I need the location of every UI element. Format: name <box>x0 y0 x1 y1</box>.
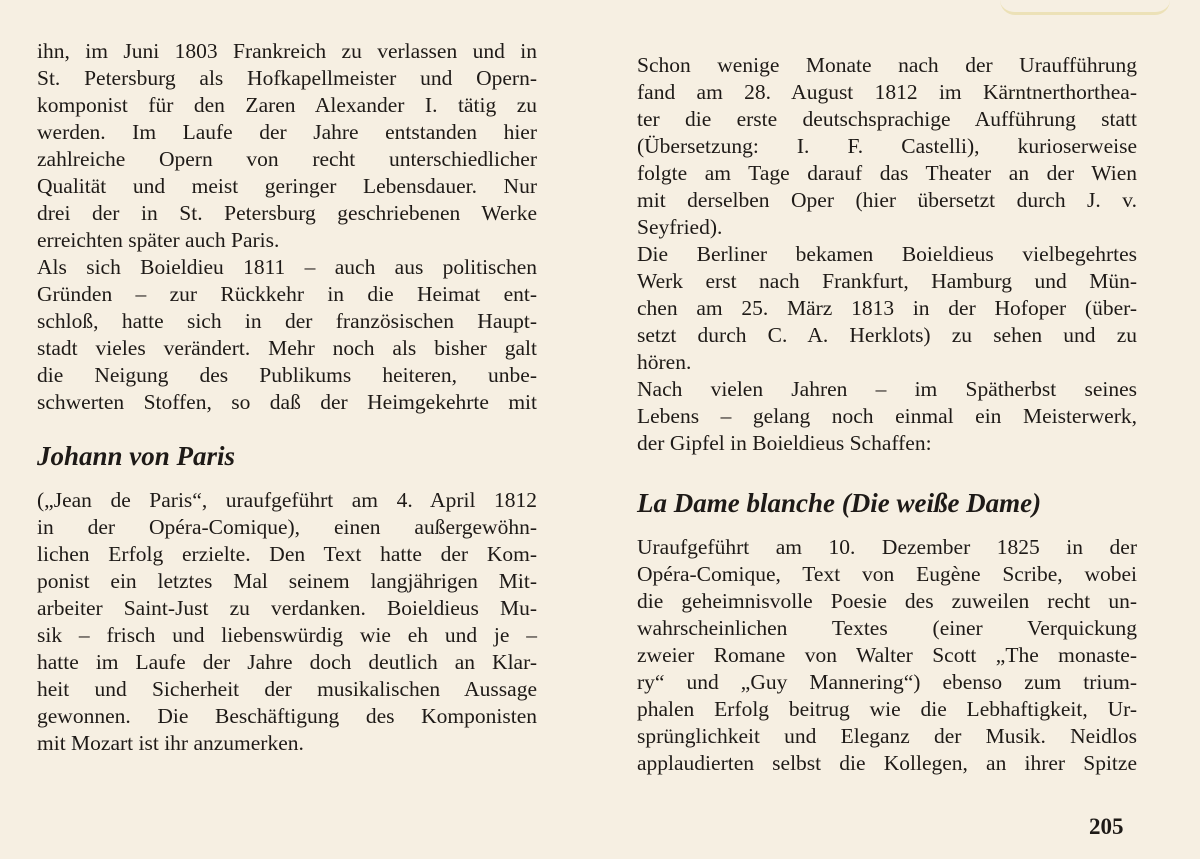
text-line: phalen Erfolg beitrug wie die Lebhaftigkeit, Ur- <box>637 697 1137 721</box>
text-line: Opéra-Comique, Text von Eugène Scribe, wobei <box>637 562 1137 586</box>
text-line: ry“ und „Guy Mannering“) ebenso zum trium- <box>637 670 1137 694</box>
left-paragraph-2 <box>37 254 537 416</box>
text-line: ponist ein letztes Mal seinem langjährigen Mit- <box>37 569 537 593</box>
corner-decoration <box>1000 0 1170 15</box>
text-line: Schon wenige Monate nach der Uraufführung <box>637 53 1137 77</box>
text-line: zahlreiche Opern von recht unterschiedlicher <box>37 147 537 171</box>
right-paragraph-1 <box>637 52 1137 241</box>
text-line: Seyfried). <box>637 215 723 239</box>
text-line: Werk erst nach Frankfurt, Hamburg und Mün- <box>637 269 1137 293</box>
text-line: Gründen – zur Rückkehr in die Heimat ent- <box>37 282 537 306</box>
text-line: hören. <box>637 350 692 374</box>
text-line: drei der in St. Petersburg geschriebenen Werke <box>37 201 537 225</box>
right-paragraph-2 <box>637 241 1137 376</box>
left-column <box>37 38 537 757</box>
text-line: St. Petersburg als Hofkapellmeister und Opern- <box>37 66 537 90</box>
text-line: wahrscheinlichen Textes (einer Verquickung <box>637 616 1137 640</box>
text-line: schloß, hatte sich in der französischen Haupt- <box>37 309 537 333</box>
text-line: werden. Im Laufe der Jahre entstanden hier <box>37 120 537 144</box>
text-line: erreichten später auch Paris. <box>37 228 280 252</box>
text-line: Lebens – gelang noch einmal ein Meisterwerk, <box>637 404 1137 428</box>
text-line: der Gipfel in Boieldieus Schaffen: <box>637 431 932 455</box>
text-line: arbeiter Saint-Just zu verdanken. Boieldieus Mu- <box>37 596 537 620</box>
text-line: stadt vieles verändert. Mehr noch als bisher galt <box>37 336 537 360</box>
text-line: folgte am Tage darauf das Theater an der Wien <box>637 161 1137 185</box>
text-line: mit derselben Oper (hier übersetzt durch J. v. <box>637 188 1137 212</box>
text-line: (Übersetzung: I. F. Castelli), kurioserweise <box>637 134 1137 158</box>
text-line: Uraufgeführt am 10. Dezember 1825 in der <box>637 535 1137 559</box>
text-line: Nach vielen Jahren – im Spätherbst seines <box>637 377 1137 401</box>
page-number: 205 <box>1089 814 1124 839</box>
text-line: zweier Romane von Walter Scott „The monaste- <box>637 643 1137 667</box>
text-line: hatte im Laufe der Jahre doch deutlich an Klar- <box>37 650 537 674</box>
right-paragraph-3 <box>637 376 1137 457</box>
right-column <box>637 52 1137 777</box>
text-line: setzt durch C. A. Herklots) zu sehen und zu <box>637 323 1137 347</box>
text-line: heit und Sicherheit der musikalischen Aussage <box>37 677 537 701</box>
text-line: mit Mozart ist ihr anzumerken. <box>37 731 304 755</box>
text-line: („Jean de Paris“, uraufgeführt am 4. April 1812 <box>37 488 537 512</box>
text-line: in der Opéra-Comique), einen außergewöhn- <box>37 515 537 539</box>
text-line: Qualität und meist geringer Lebensdauer. Nur <box>37 174 537 198</box>
text-line: schwerten Stoffen, so daß der Heimgekehrte mit <box>37 390 537 414</box>
text-line: die geheimnisvolle Poesie des zuweilen recht un- <box>637 589 1137 613</box>
text-line: komponist für den Zaren Alexander I. tätig zu <box>37 93 537 117</box>
text-line: lichen Erfolg erzielte. Den Text hatte der Kom- <box>37 542 537 566</box>
text-line: ter die erste deutschsprachige Aufführung statt <box>637 107 1137 131</box>
text-line: chen am 25. März 1813 in der Hofoper (über- <box>637 296 1137 320</box>
text-line: fand am 28. August 1812 im Kärntnerthorthea- <box>637 80 1137 104</box>
left-paragraph-1 <box>37 38 537 254</box>
text-line: gewonnen. Die Beschäftigung des Komponisten <box>37 704 537 728</box>
text-line: die Neigung des Publikums heiteren, unbe- <box>37 363 537 387</box>
text-line: sik – frisch und liebenswürdig wie eh und je – <box>37 623 537 647</box>
text-line: sprünglichkeit und Eleganz der Musik. Neidlos <box>637 724 1137 748</box>
left-paragraph-3 <box>37 487 537 757</box>
text-line: Die Berliner bekamen Boieldieus vielbegehrtes <box>637 242 1137 266</box>
text-line: ihn, im Juni 1803 Frankreich zu verlassen und in <box>37 39 537 63</box>
text-line: Als sich Boieldieu 1811 – auch aus politischen <box>37 255 537 279</box>
text-line: applaudierten selbst die Kollegen, an ihrer Spitze <box>637 751 1137 775</box>
section-heading-la-dame-blanche: La Dame blanche (Die weiße Dame) <box>637 488 1042 518</box>
right-paragraph-4 <box>637 534 1137 777</box>
section-heading-johann-von-paris: Johann von Paris <box>37 441 236 471</box>
